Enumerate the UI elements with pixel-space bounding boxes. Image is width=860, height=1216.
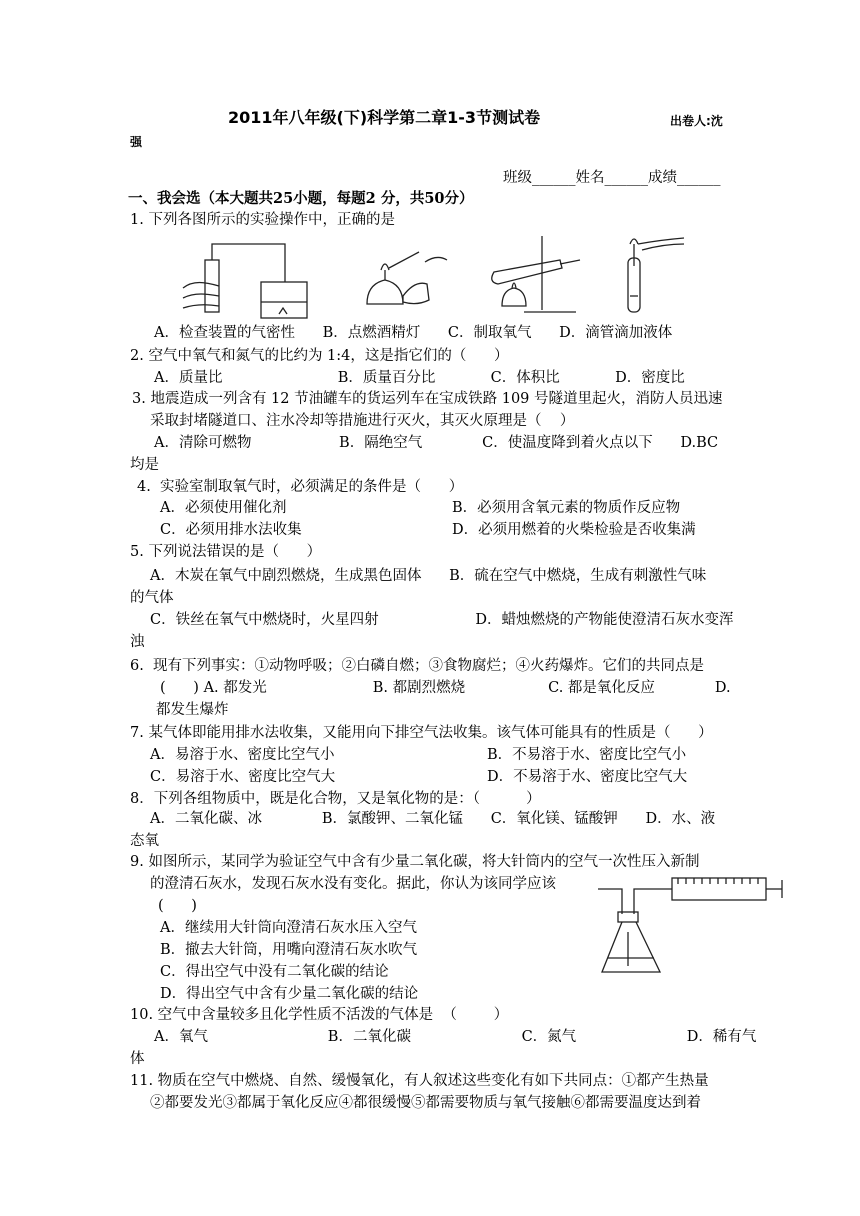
question-3-options-cont: 均是 bbox=[130, 457, 159, 473]
question-7-option-a: A．易溶于水、密度比空气小 bbox=[150, 747, 335, 763]
question-10-options: A．氧气 B．二氧化碳 C．氮气 D．稀有气 bbox=[154, 1029, 757, 1045]
question-5-options-ab: A．木炭在氧气中剧烈燃烧，生成黑色固体 B．硫在空气中燃烧，生成有刺激性气味 bbox=[150, 568, 707, 584]
question-7-stem: 7. 某气体即能用排水法收集，又能用向下排空气法收集。该气体可能具有的性质是（ ） bbox=[130, 725, 713, 741]
question-10-options-cont: 体 bbox=[130, 1051, 145, 1067]
question-6-options: ( ) A. 都发光 B. 都剧烈燃烧 C. 都是氧化反应 D. bbox=[160, 680, 731, 696]
question-11-stem-cont: ②都要发光③都属于氧化反应④都很缓慢⑤都需要物质与氧气接触⑥都需要温度达到着 bbox=[150, 1095, 701, 1111]
question-5-stem: 5. 下列说法错误的是（ ） bbox=[130, 544, 322, 560]
question-4-option-b: B．必须用含氧元素的物质作反应物 bbox=[452, 500, 681, 516]
author-label: 出卷人:沈 bbox=[670, 114, 723, 128]
question-9-paren: ( ) bbox=[158, 898, 197, 914]
question-9-option-a: A．继续用大针筒向澄清石灰水压入空气 bbox=[160, 920, 417, 936]
question-9-stem: 9. 如图所示，某同学为验证空气中含有少量二氧化碳，将大针筒内的空气一次性压入新制 bbox=[130, 854, 700, 870]
question-4-stem: 4. 实验室制取氧气时，必须满足的条件是（ ） bbox=[137, 479, 464, 495]
question-5-options-cd-cont: 浊 bbox=[130, 634, 145, 650]
author-label-cont: 强 bbox=[130, 135, 143, 149]
question-3-options: A．清除可燃物 B．隔绝空气 C．使温度降到着火点以下 D.BC bbox=[154, 435, 719, 451]
question-6-options-cont: 都发生爆炸 bbox=[156, 702, 229, 718]
question-1-options: A．检查装置的气密性 B．点燃酒精灯 C．制取氧气 D．滴管滴加液体 bbox=[154, 325, 673, 341]
question-9-stem-cont: 的澄清石灰水，发现石灰水没有变化。据此，你认为该同学应该 bbox=[150, 876, 556, 892]
section-heading: 一、我会选（本大题共25小题，每题2 分，共50分） bbox=[128, 190, 474, 207]
question-9-option-b: B．撤去大针筒，用嘴向澄清石灰水吹气 bbox=[160, 942, 418, 958]
student-info: 班级______姓名______成绩______ bbox=[503, 170, 721, 186]
apparatus-airtightness-icon bbox=[175, 232, 325, 320]
question-3-stem: 3. 地震造成一列含有 12 节油罐车的货运列车在宝成铁路 109 号隧道里起火，消防人员迅速 bbox=[132, 391, 723, 407]
question-4-option-d: D．必须用燃着的火柴检验是否收集满 bbox=[452, 522, 696, 538]
question-11-stem: 11. 物质在空气中燃烧、自然、缓慢氧化，有人叙述这些变化有如下共同点：①都产生热量 bbox=[130, 1073, 709, 1089]
question-2-options: A．质量比 B．质量百分比 C．体积比 D．密度比 bbox=[154, 370, 685, 386]
page-title: 2011年八年级(下)科学第二章1-3节测试卷 bbox=[228, 108, 541, 127]
question-10-stem: 10. 空气中含量较多且化学性质不活泼的气体是 （ ） bbox=[130, 1007, 509, 1023]
question-9-option-d: D．得出空气中含有少量二氧化碳的结论 bbox=[160, 986, 419, 1002]
question-8-stem: 8．下列各组物质中，既是化合物，又是氧化物的是：（ ） bbox=[130, 791, 541, 807]
syringe-flask-icon bbox=[594, 872, 784, 980]
question-2-stem: 2. 空气中氧气和氮气的比约为 1:4，这是指它们的（ ） bbox=[130, 348, 509, 364]
dropper-icon bbox=[620, 236, 690, 320]
question-5-options-cd: C．铁丝在氧气中燃烧时，火星四射 D．蜡烛燃烧的产物能使澄清石灰水变浑 bbox=[150, 612, 734, 628]
question-9-option-c: C．得出空气中没有二氧化碳的结论 bbox=[160, 964, 389, 980]
question-1-stem: 1. 下列各图所示的实验操作中，正确的是 bbox=[130, 212, 395, 228]
question-8-options: A．二氧化碳、冰 B．氯酸钾、二氧化锰 C．氧化镁、锰酸钾 D．水、液 bbox=[150, 811, 716, 827]
oxygen-preparation-icon bbox=[480, 232, 590, 320]
question-5-options-ab-cont: 的气体 bbox=[130, 590, 174, 606]
question-7-option-b: B．不易溶于水、密度比空气小 bbox=[487, 747, 687, 763]
question-3-stem-cont: 采取封堵隧道口、注水冷却等措施进行灭火，其灭火原理是（ ） bbox=[150, 413, 575, 429]
question-4-option-c: C．必须用排水法收集 bbox=[160, 522, 302, 538]
question-6-stem: 6. 现有下列事实：①动物呼吸；②白磷自燃；③食物腐烂；④火药爆炸。它们的共同点是 bbox=[130, 658, 705, 674]
question-7-option-d: D．不易溶于水、密度比空气大 bbox=[487, 769, 688, 785]
question-8-options-cont: 态氧 bbox=[130, 833, 159, 849]
question-7-option-c: C．易溶于水、密度比空气大 bbox=[150, 769, 336, 785]
question-4-option-a: A．必须使用催化剂 bbox=[160, 500, 287, 516]
alcohol-lamp-lighting-icon bbox=[345, 240, 455, 320]
